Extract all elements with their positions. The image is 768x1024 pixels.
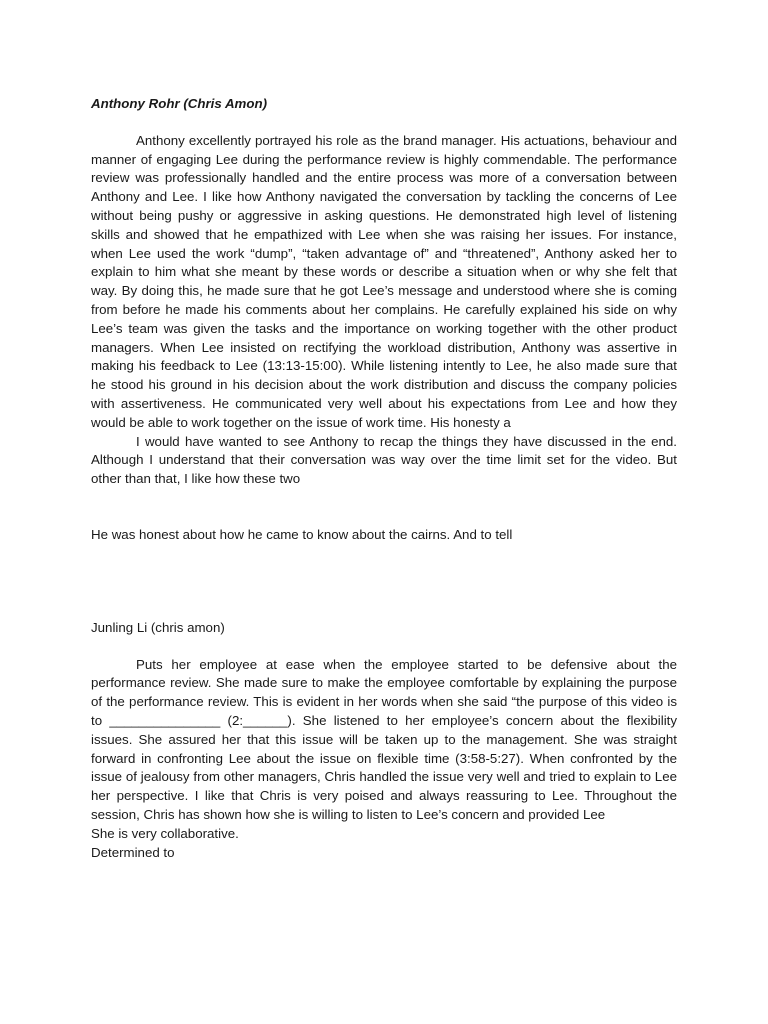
paragraph-anthony-recap: I would have wanted to see Anthony to recap the things they have discussed in the end. Although I understand that their conversation was way over the time limit set for the video. But other than that, I like how these two bbox=[91, 433, 677, 487]
paragraph-anthony-evaluation: Anthony excellently portrayed his role as the brand manager. His actuations, behaviour and manner of engaging Lee during the performance review is highly commendable. The performance review was professionally handled and the entire process was more of a conversation between Anthony and Lee. I like how Anthony navigated the conversation by tackling the concerns of Lee without being pushy or aggressive in asking questions. He demonstrated high level of listening skills and showed that he empathized with Lee when she was raising her issues. For instance, when Lee used the work “dump”, “taken advantage of” and “threatened”, Anthony asked her to explain to him what she meant by these words or describe a situation when or why she felt that way. By doing this, he made sure that he got Lee’s message and understood where she is coming from before he made his comments about her complains. He carefully explained his side on why Lee’s team was given the tasks and the importance on working together with the other product managers. When Lee insisted on rectifying the workload distribution, Anthony was assertive in making his feedback to Lee (13:13-15:00). While listening intently to Lee, he also made sure that he stood his ground in his decision about the work distribution and discuss the company policies with assertiveness. He communicated very well about his expectations from Lee and how they would be able to work together on the issue of work time. His honesty a bbox=[91, 132, 677, 430]
note-determined: Determined to bbox=[91, 844, 175, 860]
paragraph-junling-evaluation: Puts her employee at ease when the employee started to be defensive about the performance review. She made sure to make the employee comfortable by explaining the purpose of the performance review. This is evident in her words when she said “the purpose of this video is to _______________ (2:______). She listened to her employee’s concern about the flexibility issues. She assured her that this issue will be taken up to the management. She was straight forward in confronting Lee about the issue on flexible time (3:58-5:27). When confronted by the issue of jealousy from other managers, Chris handled the issue very well and tried to explain to Lee her perspective. I like that Chris is very poised and always reassuring to Lee. Throughout the session, Chris has shown how she is willing to listen to Lee’s concern and provided Lee bbox=[91, 656, 677, 822]
section-heading-junling-li: Junling Li (chris amon) bbox=[91, 619, 225, 635]
spacer bbox=[91, 114, 677, 132]
spacer bbox=[91, 489, 677, 526]
section-heading-anthony-rohr: Anthony Rohr (Chris Amon) bbox=[91, 96, 268, 111]
note-collaborative: She is very collaborative. bbox=[91, 825, 239, 841]
spacer bbox=[91, 638, 677, 656]
note-honesty: He was honest about how he came to know about the cairns. And to tell bbox=[91, 526, 513, 542]
spacer bbox=[91, 545, 677, 619]
